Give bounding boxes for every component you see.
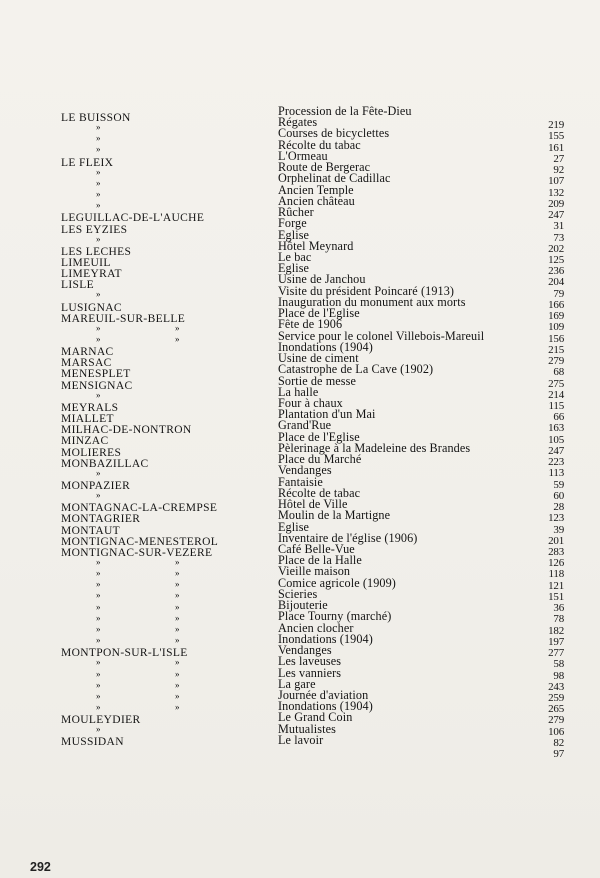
place-name: MONTPON-SUR-L'ISLE xyxy=(61,647,188,660)
subject-text: Le bac xyxy=(278,249,312,264)
subject-text: Place du Marché xyxy=(278,452,362,467)
place-name: MONBAZILLAC xyxy=(61,457,149,470)
plate-number: 121 xyxy=(548,579,564,592)
place-name: LIMEUIL xyxy=(61,256,111,269)
plate-number: 106 xyxy=(548,725,564,738)
place-name: MARSAC xyxy=(61,357,112,370)
plate-number: 78 xyxy=(553,613,564,626)
ditto-mark: » xyxy=(96,568,101,579)
subject-text: Procession de la Fête-Dieu xyxy=(278,104,412,118)
subject-text: Fantaisie xyxy=(278,474,323,489)
plate-number: 79 xyxy=(553,287,564,300)
ditto-mark: » xyxy=(96,690,101,701)
subject-text: Forge xyxy=(278,216,307,231)
subject-text: Régates xyxy=(278,115,318,130)
subject-text: La gare xyxy=(278,676,316,691)
ditto-mark: » xyxy=(96,601,101,612)
ditto-mark: » xyxy=(96,490,101,501)
subject-text: Les vanniers xyxy=(278,665,342,680)
subject-text: Inondations (1904) xyxy=(278,699,373,714)
subject-text: Hôtel de Ville xyxy=(278,497,348,512)
plate-number: 243 xyxy=(548,680,564,693)
place-name: LUSIGNAC xyxy=(61,301,122,314)
place-name: MONTAUT xyxy=(61,524,121,537)
place-name: LISLE xyxy=(61,279,95,292)
ditto-mark: » xyxy=(175,623,180,634)
plate-number: 27 xyxy=(553,152,564,165)
ditto-mark: » xyxy=(96,189,101,200)
plate-number: 236 xyxy=(548,265,564,278)
ditto-mark: » xyxy=(96,144,101,155)
place-name: MAREUIL-SUR-BELLE xyxy=(61,312,186,325)
place-name: MONTAGNAC-LA-CREMPSE xyxy=(61,502,218,515)
plate-number: 97 xyxy=(553,748,564,761)
plate-number: 73 xyxy=(553,231,564,244)
ditto-mark: » xyxy=(96,233,101,244)
ditto-mark: » xyxy=(96,389,101,400)
plate-number: 166 xyxy=(548,298,564,311)
ditto-mark: » xyxy=(96,579,101,590)
ditto-mark: » xyxy=(175,668,180,679)
subject-text: Récolte du tabac xyxy=(278,137,361,152)
subject-text: Eglise xyxy=(278,227,310,242)
plate-number: 105 xyxy=(548,433,564,446)
place-name: LEGUILLAC-DE-L'AUCHE xyxy=(61,212,205,225)
plate-number: 182 xyxy=(548,624,564,637)
subject-text: Sortie de messe xyxy=(278,373,356,388)
ditto-mark: » xyxy=(175,635,180,646)
plate-number: 126 xyxy=(548,557,564,570)
plate-number: 123 xyxy=(548,512,564,525)
ditto-mark: » xyxy=(96,177,101,188)
ditto-mark: » xyxy=(175,568,180,579)
subject-text: Le lavoir xyxy=(278,732,324,747)
subject-text: Usine de Janchou xyxy=(278,272,366,287)
place-name: MIALLET xyxy=(61,413,114,426)
ditto-mark: » xyxy=(175,334,180,344)
ditto-mark: » xyxy=(96,679,101,690)
place-name: MONTAGRIER xyxy=(61,513,141,526)
ditto-mark: » xyxy=(96,701,101,712)
plate-number: 28 xyxy=(553,501,564,514)
subject-text: Plantation d'un Mai xyxy=(278,407,376,422)
ditto-mark: » xyxy=(96,623,101,634)
place-name: MOLIERES xyxy=(61,446,122,459)
ditto-mark: » xyxy=(96,289,101,300)
subject-text: Place de l'Eglise xyxy=(278,306,360,321)
subject-text: Mutualistes xyxy=(278,721,336,736)
plate-number: 82 xyxy=(553,736,564,749)
subject-text: Inondations (1904) xyxy=(278,631,373,646)
plate-number: 92 xyxy=(553,164,564,177)
subject-text: Usine de ciment xyxy=(278,351,359,366)
plate-number: 113 xyxy=(548,467,564,480)
plate-number: 39 xyxy=(553,523,564,536)
place-name: LES LECHES xyxy=(61,245,132,258)
plate-number: 283 xyxy=(548,545,564,558)
subject-text: Pèlerinage à la Madeleine des Brandes xyxy=(278,440,471,455)
plate-number: 115 xyxy=(548,399,564,412)
subject-text: Moulin de la Martigne xyxy=(278,508,391,523)
plate-number: 279 xyxy=(548,355,564,368)
ditto-mark: » xyxy=(96,334,101,344)
ditto-mark: » xyxy=(96,322,101,333)
subject-text: L'Ormeau xyxy=(278,148,328,163)
place-name: MINZAC xyxy=(61,435,109,448)
subject-text: Comice agricole (1909) xyxy=(278,575,396,590)
plate-number: 107 xyxy=(548,175,564,188)
subject-text: Café Belle-Vue xyxy=(278,541,355,556)
plate-number: 265 xyxy=(548,703,564,716)
ditto-mark: » xyxy=(175,657,180,668)
ditto-mark: » xyxy=(96,590,101,601)
plate-number: 151 xyxy=(548,590,564,603)
plate-number: 197 xyxy=(548,635,564,648)
subject-text: Les laveuses xyxy=(278,654,342,669)
place-name: LE BUISSON xyxy=(61,112,131,124)
plate-number: 204 xyxy=(548,276,564,289)
plate-number: 60 xyxy=(553,489,564,502)
subject-text: Vendanges xyxy=(278,463,332,478)
subject-text: Visite du président Poincaré (1913) xyxy=(278,283,455,298)
ditto-mark: » xyxy=(96,200,101,211)
plate-number: 98 xyxy=(553,669,564,682)
ditto-mark: » xyxy=(175,601,180,612)
place-name: MONPAZIER xyxy=(61,479,131,492)
plate-number: 277 xyxy=(548,647,564,660)
subject-text: Journée d'aviation xyxy=(278,687,369,702)
plate-number: 66 xyxy=(553,411,564,424)
subject-text: Hôtel Meynard xyxy=(278,238,354,253)
plate-number: 201 xyxy=(548,534,564,547)
plate-number: 163 xyxy=(548,422,564,435)
subject-text: Fête de 1906 xyxy=(278,317,343,332)
plate-number: 223 xyxy=(548,456,564,469)
plate-number: 247 xyxy=(548,209,564,222)
ditto-mark: » xyxy=(96,657,101,668)
subject-text: Grand'Rue xyxy=(278,418,332,433)
page-number: 292 xyxy=(30,860,51,874)
plate-number: 259 xyxy=(548,691,564,704)
subject-text: Le Grand Coin xyxy=(278,710,353,725)
subject-text: Vendanges xyxy=(278,643,332,658)
ditto-mark: » xyxy=(96,166,101,177)
place-name: MENESPLET xyxy=(61,368,131,381)
ditto-mark: » xyxy=(96,724,101,735)
subject-text: Récolte de tabac xyxy=(278,485,361,500)
ditto-mark: » xyxy=(96,635,101,646)
subject-text: La halle xyxy=(278,384,319,399)
ditto-mark: » xyxy=(175,557,180,567)
place-name: MONTIGNAC-SUR-VEZERE xyxy=(61,546,213,559)
place-name: MONTIGNAC-MENESTEROL xyxy=(61,535,219,548)
subject-text: Courses de bicyclettes xyxy=(278,126,390,141)
subject-text: Four à chaux xyxy=(278,395,343,410)
subject-text: Place de la Halle xyxy=(278,553,362,568)
place-name: MENSIGNAC xyxy=(61,379,133,392)
place-name: LIMEYRAT xyxy=(61,268,122,281)
ditto-mark: » xyxy=(96,668,101,679)
ditto-mark: » xyxy=(175,579,180,590)
plate-number: 31 xyxy=(553,220,564,233)
ditto-mark: » xyxy=(96,133,101,144)
plate-number: 155 xyxy=(548,130,564,143)
plate-number: 214 xyxy=(548,388,564,401)
subject-text: Vieille maison xyxy=(278,564,351,579)
subject-text: Scieries xyxy=(278,586,318,601)
plate-number: 68 xyxy=(553,366,564,379)
plate-number: 58 xyxy=(553,658,564,671)
subject-text: Bijouterie xyxy=(278,598,328,613)
place-name: MARNAC xyxy=(61,346,114,359)
subject-text: Ancien clocher xyxy=(278,620,354,635)
place-name: MILHAC-DE-NONTRON xyxy=(61,424,192,437)
plate-number: 59 xyxy=(553,478,564,491)
subject-text: Eglise xyxy=(278,519,310,534)
plate-number: 215 xyxy=(548,343,564,356)
subject-text: Inauguration du monument aux morts xyxy=(278,294,466,309)
plate-number: 209 xyxy=(548,197,564,210)
subject-text: Catastrophe de La Cave (1902) xyxy=(278,362,434,377)
subject-text: Ancien château xyxy=(278,193,355,208)
plate-number: 202 xyxy=(548,242,564,255)
subject-text: Ancien Temple xyxy=(278,182,354,197)
plate-number: 118 xyxy=(548,568,564,581)
ditto-mark: » xyxy=(96,122,101,133)
plate-number: 219 xyxy=(548,119,564,132)
plate-number: 132 xyxy=(548,186,564,199)
ditto-mark: » xyxy=(175,612,180,623)
subject-text: Service pour le colonel Villebois-Mareuil xyxy=(278,328,485,343)
ditto-mark: » xyxy=(175,690,180,701)
subject-row xyxy=(0,745,600,761)
subject-text: Place Tourny (marché) xyxy=(278,609,392,624)
place-name: MOULEYDIER xyxy=(61,714,141,727)
subject-row xyxy=(0,732,600,749)
plate-number: 156 xyxy=(548,332,564,345)
plate-number: 275 xyxy=(548,377,564,390)
subject-text: Eglise xyxy=(278,261,310,276)
place-name: MUSSIDAN xyxy=(61,736,124,749)
ditto-mark: » xyxy=(96,612,101,623)
plate-number: 125 xyxy=(548,253,564,266)
subject-text: Inondations (1904) xyxy=(278,339,373,354)
place-name: LE FLEIX xyxy=(61,156,114,169)
ditto-mark: » xyxy=(175,701,180,712)
subject-text: Orphelinat de Cadillac xyxy=(278,171,391,186)
place-name: MEYRALS xyxy=(61,401,119,414)
subject-text: Rûcher xyxy=(278,205,314,220)
place-name: LES EYZIES xyxy=(61,223,128,236)
ditto-mark: » xyxy=(175,322,180,333)
ditto-mark: » xyxy=(175,679,180,690)
ditto-mark: » xyxy=(96,557,101,567)
subject-text: Route de Bergerac xyxy=(278,160,371,175)
plate-number: 109 xyxy=(548,321,564,334)
plate-number: 169 xyxy=(548,310,564,323)
subject-text: Place de l'Eglise xyxy=(278,429,360,444)
ditto-mark: » xyxy=(96,467,101,478)
ditto-mark: » xyxy=(175,590,180,601)
plate-number: 279 xyxy=(548,714,564,727)
plate-number: 161 xyxy=(548,141,564,154)
plate-number: 36 xyxy=(553,602,564,615)
plate-number: 247 xyxy=(548,444,564,457)
subject-text: Inventaire de l'église (1906) xyxy=(278,530,418,545)
